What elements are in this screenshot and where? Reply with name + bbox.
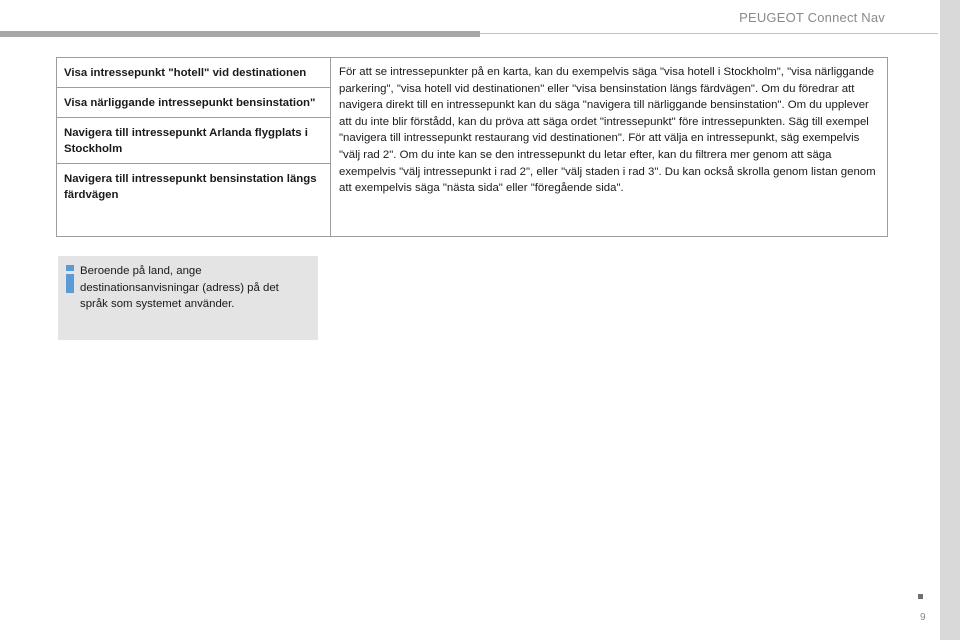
info-note-text: Beroende på land, ange destinationsanvisningar (adress) på det språk som systemet använder. bbox=[80, 265, 279, 310]
command-cell: Navigera till intressepunkt Arlanda flygplats i Stockholm bbox=[57, 118, 330, 164]
page-number: 9 bbox=[920, 612, 926, 623]
page-marker bbox=[918, 594, 923, 599]
page-header-title: PEUGEOT Connect Nav bbox=[739, 10, 885, 25]
description-column bbox=[331, 58, 888, 237]
page-edge-strip bbox=[940, 0, 960, 640]
header-rule-thin bbox=[480, 33, 938, 34]
command-cell: Visa närliggande intressepunkt bensinstation" bbox=[57, 88, 330, 118]
commands-column bbox=[57, 58, 331, 237]
header-rule-thick bbox=[0, 31, 480, 37]
info-note bbox=[58, 256, 318, 340]
command-cell: Navigera till intressepunkt bensinstation längs färdvägen bbox=[64, 173, 317, 201]
command-description: För att se intressepunkter på en karta, kan du exempelvis säga "visa hotell i Stockholm", "visa närliggande parkering", "visa hotell vid destinationen" eller "visa bensinstation längs färdvägen". Om du föredrar att navigera direkt till en intressepunkt kan du säga "navigera till närliggande bensinstation". Om du upplever att du inte blir förstådd, kan du pröva att säga ordet "intressepunkt" före intressepunkten. Säg till exempel "navigera till intressepunkt restaurang vid destinationen". För att välja en intressepunkt, säg exempelvis "välj rad 2". Om du inte kan se den intressepunkt du letar efter, kan du filtrera mer genom att säga exempelvis "välj intressepunkt i rad 2", eller "välj staden i rad 3". Du kan också skrolla genom listan genom att exempelvis säga "nästa sida" eller "föregående sida". bbox=[339, 66, 876, 195]
info-icon bbox=[66, 265, 74, 293]
command-cell: Visa intressepunkt "hotell" vid destinationen bbox=[57, 58, 330, 88]
voice-command-table bbox=[56, 57, 888, 237]
